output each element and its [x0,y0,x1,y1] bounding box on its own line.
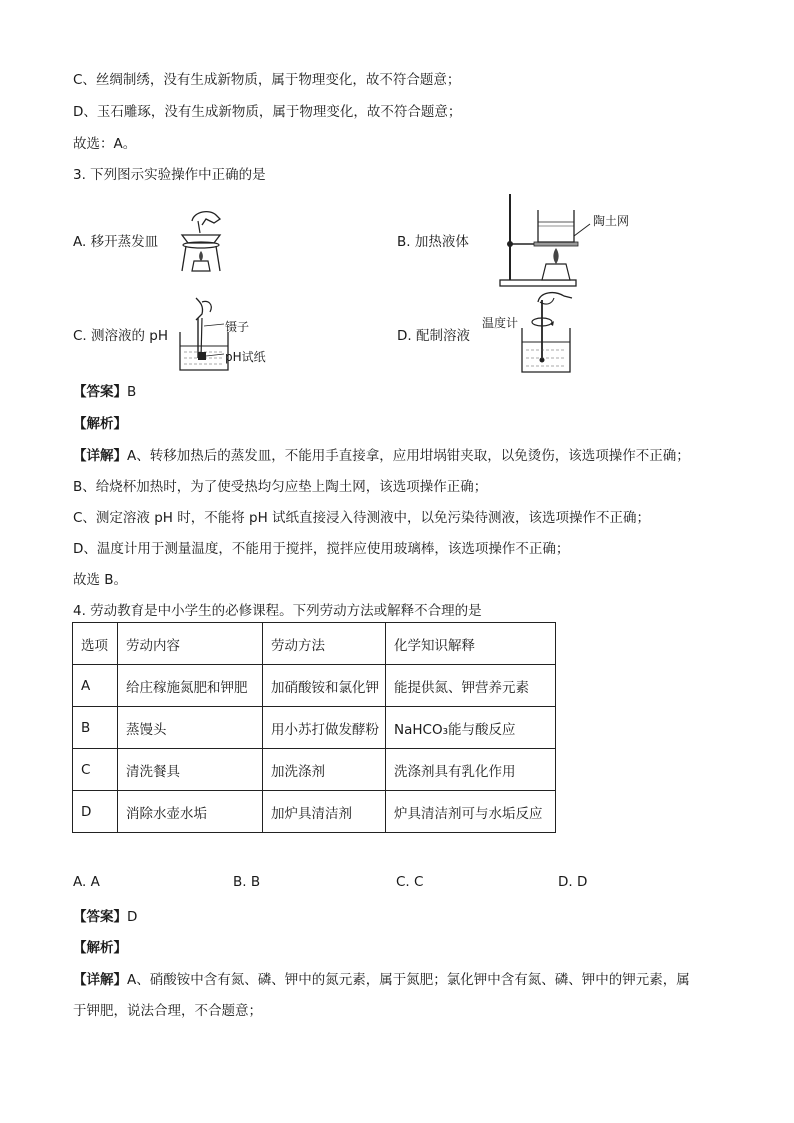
table-cell: 加炉具清洁剂 [263,791,386,833]
evaporating-dish-figure [176,207,226,273]
table-header: 劳动内容 [118,623,263,665]
table-cell: 清洗餐具 [118,749,263,791]
q4-answer-line [73,905,137,925]
table-row [73,665,556,707]
question-4-stem: 4. 劳动教育是中小学生的必修课程。下列劳动方法或解释不合理的是 [73,603,482,619]
q3-detail-b: B、给烧杯加热时，为了使受热均匀应垫上陶土网，该选项操作正确； [73,479,488,495]
table-row [73,749,556,791]
table-cell: 能提供氮、钾营养元素 [386,665,556,707]
q4-choice-d: D. D [558,874,588,890]
q4-detail-line-1 [73,968,690,988]
q3-conclusion: 故选 B。 [73,572,128,588]
table-cell: D [73,791,118,833]
option-d-explanation: D、玉石雕琢，没有生成新物质，属于物理变化，故不符合题意； [73,104,462,120]
table-cell: NaHCO₃能与酸反应 [386,707,556,749]
q4-detail-line-2: 于钾肥，说法合理，不合题意； [73,1003,262,1019]
question-3-stem: 3. 下列图示实验操作中正确的是 [73,167,266,183]
detail-tag: 【详解】 [73,448,127,464]
q3-detail-c: C、测定溶液 pH 时，不能将 pH 试纸直接浸入待测液中，以免污染待测液，该选项操作不正确； [73,510,651,526]
q3-option-a: A. 移开蒸发皿 [73,234,159,250]
q3-detail-d: D、温度计用于测量温度，不能用于搅拌，搅拌应使用玻璃棒，该选项操作不正确； [73,541,570,557]
table-cell: 洗涤剂具有乳化作用 [386,749,556,791]
table-cell: 加洗涤剂 [263,749,386,791]
table-cell: 炉具清洁剂可与水垢反应 [386,791,556,833]
choice-conclusion: 故选：A。 [73,136,137,152]
heating-beaker-figure [494,192,624,292]
q4-answer: D [127,909,138,925]
q4-detail-text-1: A、硝酸铵中含有氮、磷、钾中的氮元素，属于氮肥；氯化钾中含有氮、磷、钾中的钾元素，属 [127,972,690,988]
table-header-row [73,623,556,665]
thermometer-label: 温度计 [482,316,519,330]
asbestos-net-label: 陶土网 [593,214,630,228]
q3-analysis-tag: 【解析】 [73,416,127,432]
q4-choice-c: C. C [396,874,424,890]
table-header: 化学知识解释 [386,623,556,665]
table-cell: B [73,707,118,749]
q3-option-c: C. 测溶液的 pH [73,328,169,344]
table-cell: 给庄稼施氮肥和钾肥 [118,665,263,707]
thermometer-stirring-figure [520,288,576,374]
q3-answer: B [127,384,137,400]
answer-tag: 【答案】 [73,909,127,925]
q3-detail-a-line [73,444,690,464]
q4-analysis-tag: 【解析】 [73,940,127,956]
table-row [73,707,556,749]
detail-tag: 【详解】 [73,972,127,988]
table-cell: 消除水壶水垢 [118,791,263,833]
table-header: 选项 [73,623,118,665]
table-cell: C [73,749,118,791]
answer-tag: 【答案】 [73,384,127,400]
labor-table [72,622,556,833]
table-row [73,791,556,833]
table-cell: A [73,665,118,707]
table-header: 劳动方法 [263,623,386,665]
q4-choice-b: B. B [233,874,261,890]
ph-paper-label: pH试纸 [225,350,266,364]
option-c-explanation: C、丝绸制绣，没有生成新物质，属于物理变化，故不符合题意； [73,72,461,88]
q4-choice-a: A. A [73,874,100,890]
table-cell: 加硝酸铵和氯化钾 [263,665,386,707]
q3-option-b: B. 加热液体 [397,234,469,250]
q3-detail-a: A、转移加热后的蒸发皿，不能用手直接拿，应用坩埚钳夹取，以免烫伤，该选项操作不正确； [127,448,690,464]
tweezers-label: 镊子 [225,320,250,334]
table-cell: 蒸馒头 [118,707,263,749]
q3-option-d: D. 配制溶液 [397,328,470,344]
q3-answer-line [73,380,136,400]
table-cell: 用小苏打做发酵粉 [263,707,386,749]
